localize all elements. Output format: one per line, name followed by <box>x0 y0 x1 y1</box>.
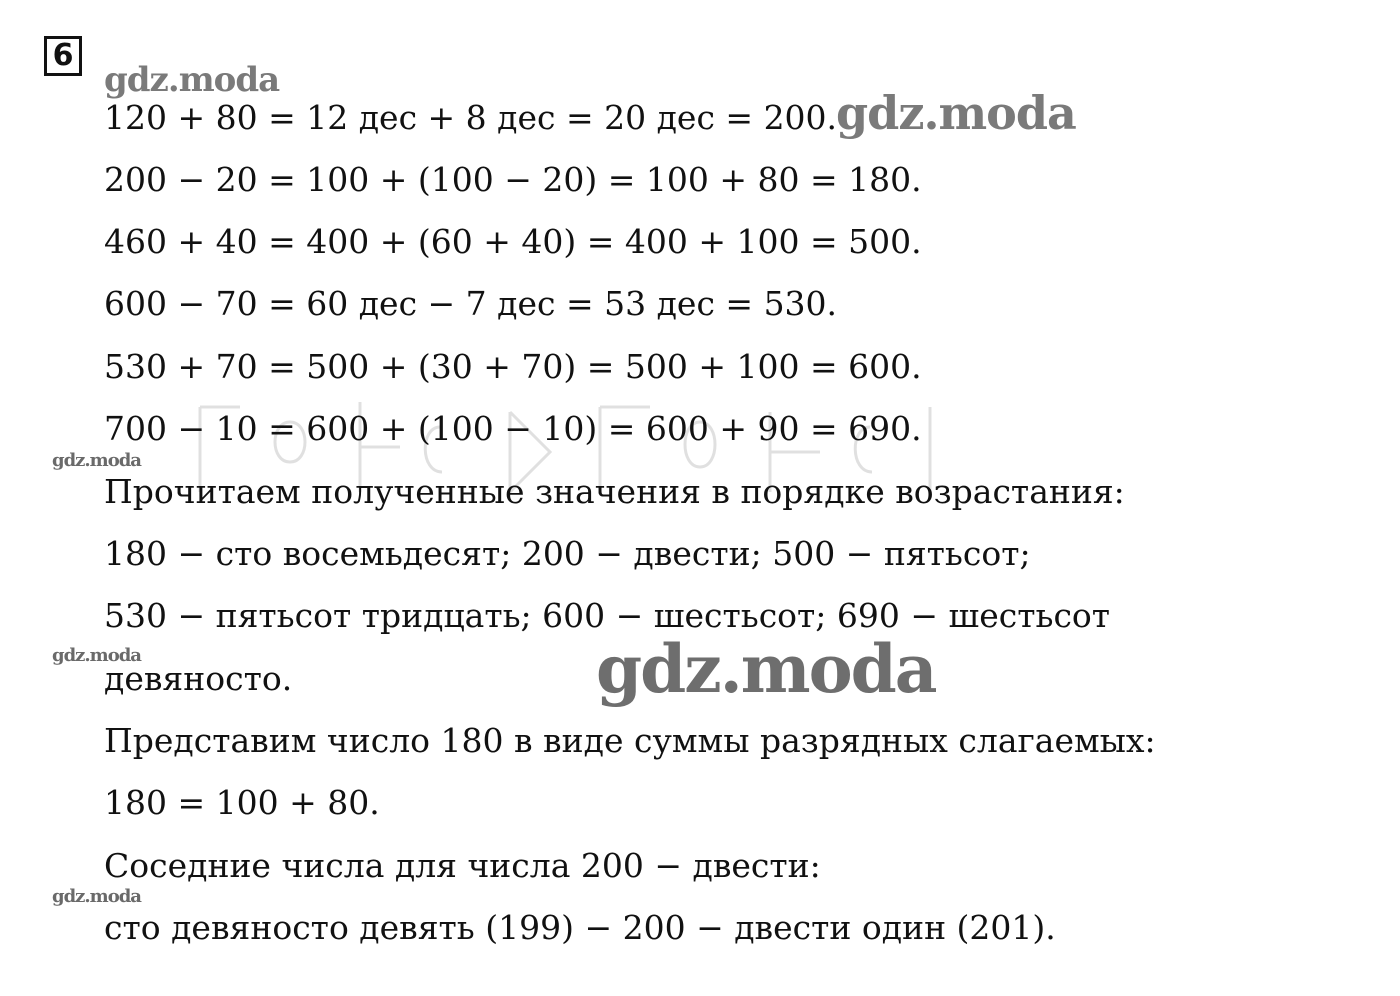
watermark-top-right: gdz.moda <box>836 86 1076 140</box>
equation-line-5: 530 + 70 = 500 + (30 + 70) = 500 + 100 = 600. <box>104 347 922 386</box>
text-line-11: Представим число 180 в виде суммы разрядных слагаемых: <box>104 721 1156 760</box>
equation-line-1: 120 + 80 = 12 дес + 8 дес = 20 дес = 200. <box>104 98 838 137</box>
text-line-9: 530 − пятьсот тридцать; 600 − шестьсот; 690 − шестьсот <box>104 596 1111 635</box>
equation-line-6: 700 − 10 = 600 + (100 − 10) = 600 + 90 = 690. <box>104 409 922 448</box>
watermark-left-3: gdz.moda <box>52 886 141 907</box>
equation-line-12: 180 = 100 + 80. <box>104 783 380 822</box>
equation-line-4: 600 − 70 = 60 дес − 7 дес = 53 дес = 530. <box>104 284 838 323</box>
text-line-8: 180 − сто восемьдесят; 200 − двести; 500 − пятьсот; <box>104 534 1031 573</box>
text-line-10: девяносто. <box>104 659 293 698</box>
equation-line-3: 460 + 40 = 400 + (60 + 40) = 400 + 100 = 500. <box>104 222 922 261</box>
text-line-13: Соседние числа для числа 200 − двести: <box>104 846 821 885</box>
text-line-14: сто девяносто девять (199) − 200 − двести один (201). <box>104 908 1056 947</box>
watermark-left-1: gdz.moda <box>52 450 141 471</box>
task-number-box: 6 <box>44 36 82 76</box>
text-line-7: Прочитаем полученные значения в порядке возрастания: <box>104 472 1125 511</box>
watermark-left-2: gdz.moda <box>52 645 141 666</box>
watermark-center: gdz.moda <box>596 630 936 708</box>
watermark-top-left: gdz.moda <box>104 60 280 100</box>
equation-line-2: 200 − 20 = 100 + (100 − 20) = 100 + 80 = 180. <box>104 160 922 199</box>
